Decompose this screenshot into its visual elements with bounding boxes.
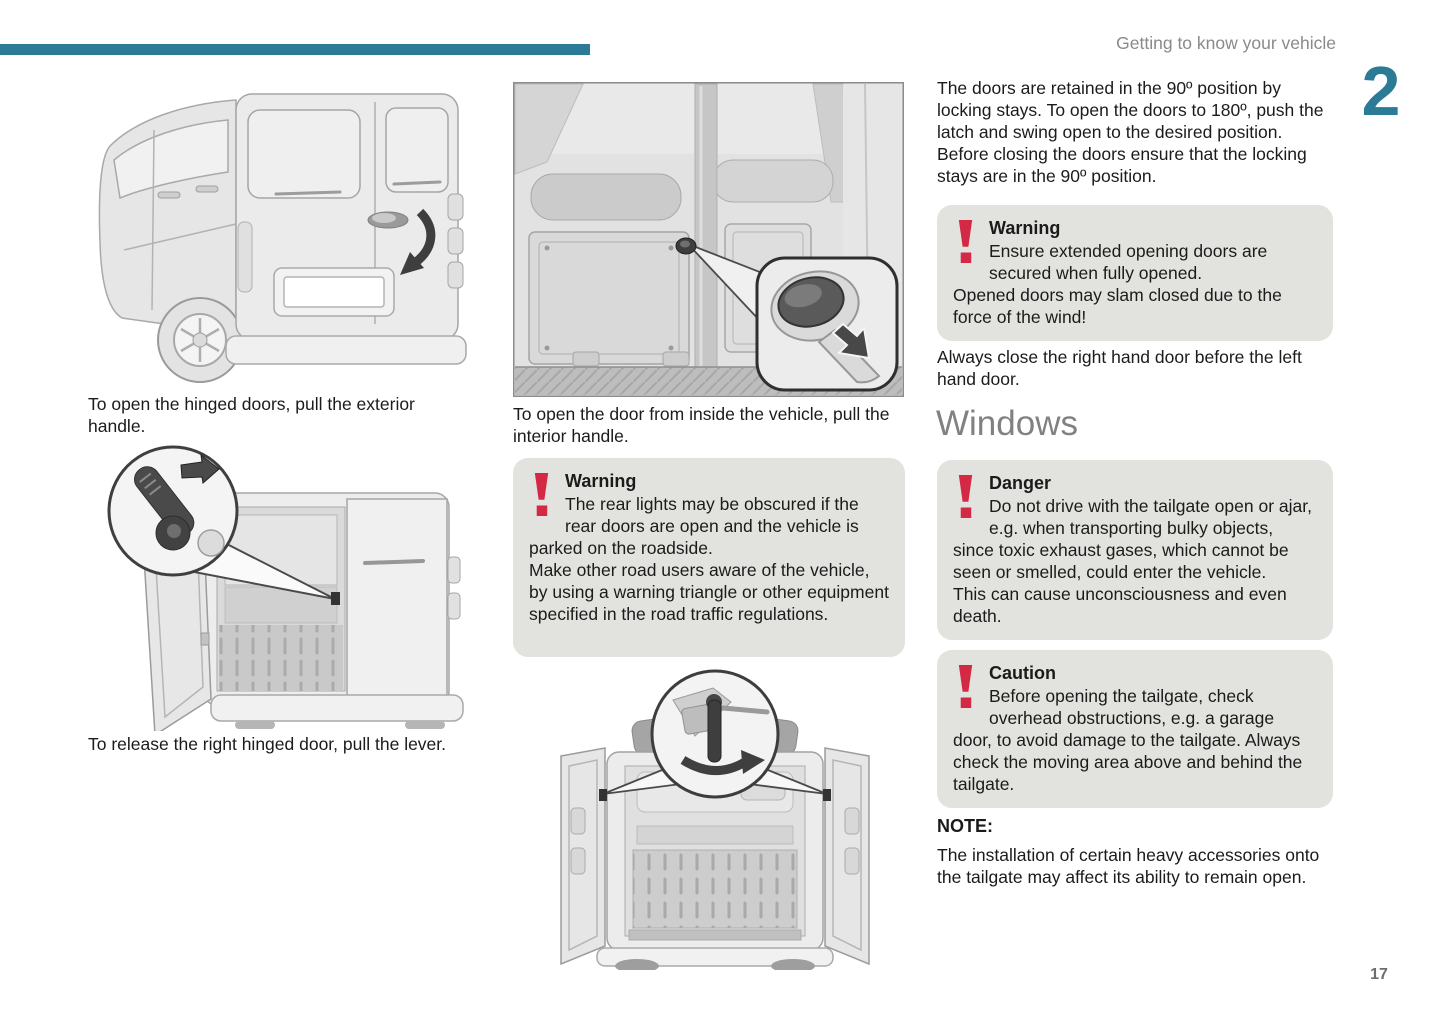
- alert-paragraph: This can cause unconsciousness and even death.: [953, 584, 1287, 626]
- caption-interior-handle: To open the door from inside the vehicle, pull the interior handle.: [513, 404, 890, 446]
- lever-detail-bubble: [109, 447, 237, 575]
- alert-title: Caution: [989, 663, 1056, 683]
- door-order-paragraph: Always close the right hand door before the left hand door.: [937, 347, 1302, 389]
- figure-doors-open-180: [545, 658, 885, 970]
- danger-box-tailgate: [937, 460, 1333, 640]
- warning-box-rear-lights: [513, 458, 905, 657]
- interior-handle-detail-bubble: [757, 258, 897, 390]
- caption-exterior-handle: To open the hinged doors, pull the exterior handle.: [88, 394, 415, 436]
- note-paragraph: The installation of certain heavy accessories onto the tailgate may affect its ability to remain open.: [937, 845, 1320, 887]
- chapter-accent-bar: [0, 44, 590, 55]
- exclamation-icon: [955, 219, 976, 265]
- locking-stay-latch: [708, 700, 721, 762]
- doors-open-180-illustration: [545, 658, 885, 970]
- alert-title: Danger: [989, 473, 1052, 493]
- intro-paragraph: The doors are retained in the 90º position by locking stays. To open the doors to 180º, push the latch and swing open to the desired position. Before closing the doors ensure that the locking stays are in the 90º position.: [937, 78, 1324, 186]
- hinged-door-lever-illustration: [85, 437, 473, 731]
- alert-title: Warning: [565, 471, 637, 491]
- warning-box-extended-doors: [937, 205, 1333, 341]
- note-label: NOTE:: [937, 816, 993, 836]
- running-header: Getting to know your vehicle: [1116, 33, 1336, 53]
- alert-title: Warning: [989, 218, 1061, 238]
- exclamation-icon: [955, 664, 976, 710]
- alert-paragraph: Opened doors may slam closed due to the force of the wind!: [953, 285, 1282, 327]
- alert-paragraph: Do not drive with the tailgate open or ajar, e.g. when transporting bulky objects, since toxic exhaust gases, which cannot be seen or smelled, could enter the vehicle.: [953, 496, 1312, 582]
- windows-section-heading: Windows: [936, 404, 1078, 443]
- alert-paragraph: The rear lights may be obscured if the rear doors are open and the vehicle is parked on the roadside.: [529, 494, 859, 558]
- page-number: 17: [1370, 966, 1388, 983]
- locking-stay-detail-bubble: [652, 671, 778, 797]
- exclamation-icon: [955, 474, 976, 520]
- figure-van-rear-exterior: [88, 72, 476, 392]
- caption-release-lever: To release the right hinged door, pull the lever.: [88, 734, 447, 754]
- figure-hinged-door-lever: [85, 437, 473, 731]
- chapter-number: 2: [1361, 52, 1401, 130]
- alert-paragraph: Before opening the tailgate, check overhead obstructions, e.g. a garage door, to avoid damage to the tailgate. Always check the moving area above and behind the tailgate.: [953, 686, 1303, 794]
- alert-paragraph: Ensure extended opening doors are secured when fully opened.: [989, 241, 1268, 283]
- interior-doors-illustration: [513, 82, 904, 397]
- caution-box-tailgate: [937, 650, 1333, 808]
- figure-interior-doors: [513, 82, 904, 397]
- van-rear-exterior-illustration: [88, 72, 476, 392]
- exclamation-icon: [531, 472, 552, 518]
- alert-paragraph: Make other road users aware of the vehicle, by using a warning triangle or other equipment specified in the road traffic regulations.: [529, 560, 889, 624]
